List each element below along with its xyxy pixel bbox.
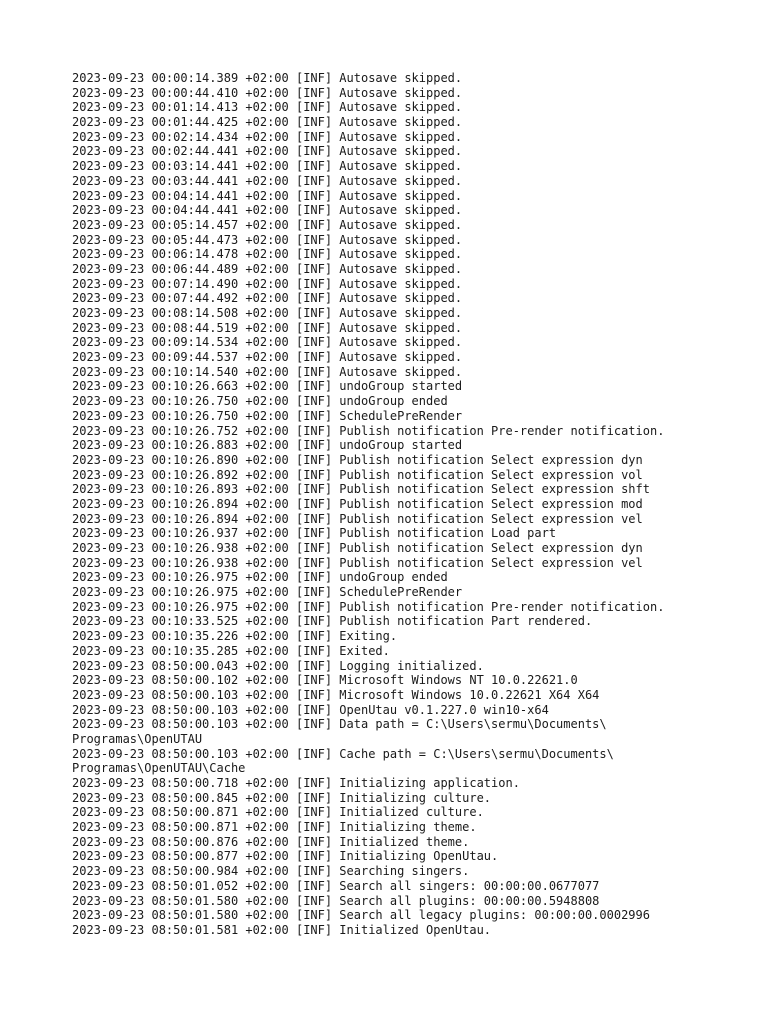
log-line: 2023-09-23 00:05:14.457 +02:00 [INF] Autosave skipped. (72, 217, 463, 232)
log-line: 2023-09-23 08:50:01.580 +02:00 [INF] Search all legacy plugins: 00:00:00.0002996 (72, 908, 650, 923)
log-line: 2023-09-23 00:10:35.226 +02:00 [INF] Exiting. (72, 629, 398, 644)
log-line: 2023-09-23 00:08:44.519 +02:00 [INF] Autosave skipped. (72, 320, 463, 335)
log-line: 2023-09-23 00:10:26.975 +02:00 [INF] SchedulePreRender (72, 585, 463, 600)
log-line: 2023-09-23 00:10:26.894 +02:00 [INF] Publish notification Select expression vel (72, 511, 643, 526)
log-line: 2023-09-23 00:10:26.975 +02:00 [INF] Publish notification Pre-render notification. (72, 599, 665, 614)
log-text (72, 71, 732, 938)
log-line: 2023-09-23 08:50:00.845 +02:00 [INF] Initializing culture. (72, 790, 492, 805)
log-line: 2023-09-23 08:50:01.581 +02:00 [INF] Initialized OpenUtau. (72, 922, 492, 937)
log-line: 2023-09-23 08:50:00.718 +02:00 [INF] Initializing application. (72, 776, 520, 790)
log-line: 2023-09-23 08:50:00.871 +02:00 [INF] Initialized culture. (72, 805, 484, 820)
log-line: 2023-09-23 00:09:44.537 +02:00 [INF] Autosave skipped. (72, 350, 463, 365)
log-line: 2023-09-23 00:10:26.750 +02:00 [INF] undoGroup ended (72, 394, 448, 409)
log-line: 2023-09-23 00:01:14.413 +02:00 [INF] Autosave skipped. (72, 100, 463, 115)
log-line: 2023-09-23 00:10:33.525 +02:00 [INF] Publish notification Part rendered. (72, 614, 593, 629)
log-line: 2023-09-23 00:10:26.750 +02:00 [INF] SchedulePreRender (72, 408, 463, 423)
log-line: 2023-09-23 00:10:26.890 +02:00 [INF] Publish notification Select expression dyn (72, 452, 643, 467)
log-line: 2023-09-23 00:03:14.441 +02:00 [INF] Autosave skipped. (72, 159, 463, 174)
log-line: 2023-09-23 08:50:00.102 +02:00 [INF] Microsoft Windows NT 10.0.22621.0 (72, 673, 578, 688)
log-line: 2023-09-23 00:09:14.534 +02:00 [INF] Autosave skipped. (72, 335, 463, 350)
log-line: 2023-09-23 08:50:00.877 +02:00 [INF] Initializing OpenUtau. (72, 849, 499, 864)
log-line: 2023-09-23 00:06:44.489 +02:00 [INF] Autosave skipped. (72, 261, 463, 276)
log-line: 2023-09-23 00:04:14.441 +02:00 [INF] Autosave skipped. (72, 188, 463, 203)
log-line: 2023-09-23 00:10:26.937 +02:00 [INF] Publish notification Load part (72, 526, 557, 541)
log-line: 2023-09-23 00:10:14.540 +02:00 [INF] Autosave skipped. (72, 364, 463, 379)
log-line: 2023-09-23 08:50:00.103 +02:00 [INF] Microsoft Windows 10.0.22621 X64 X64 (72, 687, 600, 702)
log-line: 2023-09-23 08:50:00.984 +02:00 [INF] Searching singers. (72, 864, 470, 879)
log-line: 2023-09-23 08:50:00.043 +02:00 [INF] Logging initialized. (72, 658, 484, 673)
log-line: 2023-09-23 00:00:14.389 +02:00 [INF] Autosave skipped. (72, 71, 463, 85)
log-line: 2023-09-23 08:50:00.103 +02:00 [INF] Data path = C:\Users\sermu\Documents\ (72, 717, 607, 732)
log-line: 2023-09-23 00:00:44.410 +02:00 [INF] Autosave skipped. (72, 85, 463, 100)
log-line: 2023-09-23 00:10:26.894 +02:00 [INF] Publish notification Select expression mod (72, 496, 643, 511)
log-line: 2023-09-23 08:50:01.580 +02:00 [INF] Search all plugins: 00:00:00.5948808 (72, 893, 600, 908)
log-line: 2023-09-23 00:03:44.441 +02:00 [INF] Autosave skipped. (72, 173, 463, 188)
log-line: 2023-09-23 00:10:26.883 +02:00 [INF] undoGroup started (72, 438, 463, 453)
log-line: 2023-09-23 08:50:00.103 +02:00 [INF] Cache path = C:\Users\sermu\Documents\ (72, 746, 614, 761)
log-line: 2023-09-23 00:07:14.490 +02:00 [INF] Autosave skipped. (72, 276, 463, 291)
log-line: 2023-09-23 00:07:44.492 +02:00 [INF] Autosave skipped. (72, 291, 463, 306)
log-line: 2023-09-23 00:10:35.285 +02:00 [INF] Exited. (72, 643, 390, 658)
log-line: Programas\OpenUTAU (72, 731, 203, 746)
log-line: 2023-09-23 00:10:26.752 +02:00 [INF] Publish notification Pre-render notification. (72, 423, 665, 438)
log-line: 2023-09-23 00:10:26.892 +02:00 [INF] Publish notification Select expression vol (72, 467, 643, 482)
log-line: 2023-09-23 00:06:14.478 +02:00 [INF] Autosave skipped. (72, 247, 463, 262)
log-line: 2023-09-23 00:10:26.938 +02:00 [INF] Publish notification Select expression vel (72, 555, 643, 570)
log-line: 2023-09-23 00:04:44.441 +02:00 [INF] Autosave skipped. (72, 203, 463, 218)
log-line: 2023-09-23 00:05:44.473 +02:00 [INF] Autosave skipped. (72, 232, 463, 247)
log-line: 2023-09-23 08:50:00.871 +02:00 [INF] Initializing theme. (72, 820, 477, 835)
log-line: 2023-09-23 00:10:26.893 +02:00 [INF] Publish notification Select expression shft (72, 482, 650, 497)
log-line: 2023-09-23 00:10:26.663 +02:00 [INF] undoGroup started (72, 379, 463, 394)
log-line: 2023-09-23 00:08:14.508 +02:00 [INF] Autosave skipped. (72, 306, 463, 320)
log-line: 2023-09-23 08:50:01.052 +02:00 [INF] Search all singers: 00:00:00.0677077 (72, 878, 600, 893)
log-line: 2023-09-23 00:02:14.434 +02:00 [INF] Autosave skipped. (72, 129, 463, 144)
log-line: 2023-09-23 00:10:26.938 +02:00 [INF] Publish notification Select expression dyn (72, 541, 643, 555)
log-line: Programas\OpenUTAU\Cache (72, 761, 246, 776)
log-line: 2023-09-23 00:02:44.441 +02:00 [INF] Autosave skipped. (72, 144, 463, 159)
log-line: 2023-09-23 08:50:00.103 +02:00 [INF] OpenUtau v0.1.227.0 win10-x64 (72, 702, 549, 717)
log-line: 2023-09-23 00:01:44.425 +02:00 [INF] Autosave skipped. (72, 115, 463, 130)
log-line: 2023-09-23 08:50:00.876 +02:00 [INF] Initialized theme. (72, 834, 470, 849)
log-line: 2023-09-23 00:10:26.975 +02:00 [INF] undoGroup ended (72, 570, 448, 585)
